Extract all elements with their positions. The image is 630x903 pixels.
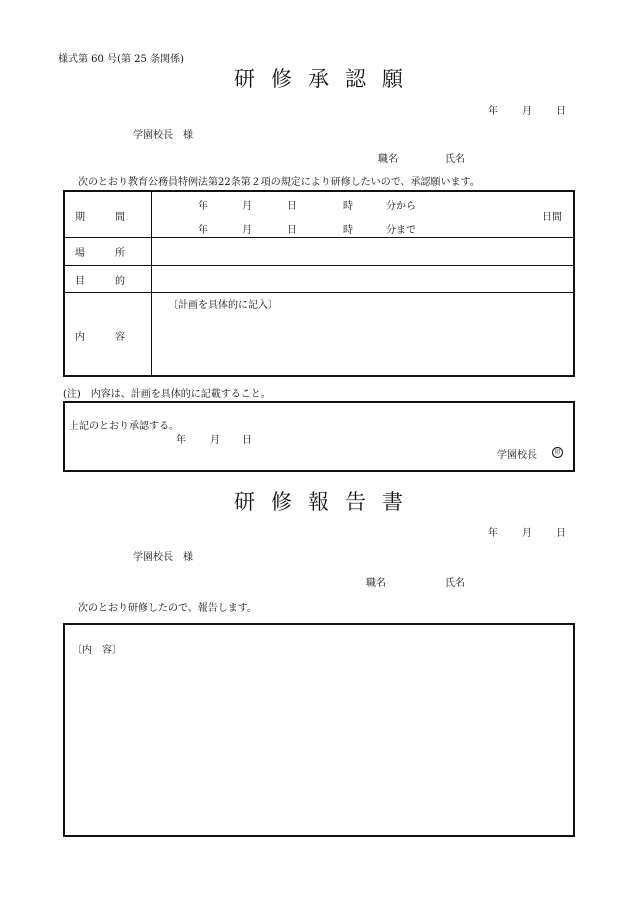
table-row-divider (65, 237, 573, 238)
decision-day: 日 (242, 435, 252, 446)
report-addressee: 学園校長 様 (133, 552, 193, 563)
approval-name-label: 氏名 (445, 154, 465, 165)
period-from-hour: 時 (343, 201, 353, 212)
decision-month: 月 (210, 435, 220, 446)
report-date-day: 日 (556, 528, 566, 539)
decision-text: 上記のとおり承認する。 (69, 421, 179, 432)
period-to-month: 月 (242, 225, 252, 236)
period-days-label: 日間 (542, 212, 562, 223)
report-name-label: 氏名 (445, 578, 465, 589)
report-date-month: 月 (522, 528, 532, 539)
report-content-label: 〔内 容〕 (72, 645, 122, 656)
period-from-minute: 分から (386, 201, 416, 212)
place-label: 場 所 (75, 248, 125, 259)
report-content-box (63, 623, 575, 837)
approval-date-month: 月 (522, 106, 532, 117)
decision-year: 年 (176, 435, 186, 446)
decision-signer: 学園校長 (497, 450, 537, 461)
report-title: 研修報告書 (234, 490, 419, 514)
period-to-minute: 分まで (386, 225, 416, 236)
content-hint: 〔計画を具体的に記入〕 (168, 300, 278, 311)
content-label: 内 容 (75, 332, 125, 343)
report-date-year: 年 (488, 528, 498, 539)
form-number-label: 様式第 60 号(第 25 条関係) (58, 54, 184, 65)
decision-box (63, 401, 575, 472)
seal-icon: 印 (552, 447, 563, 458)
period-from-year: 年 (198, 201, 208, 212)
approval-date-day: 日 (556, 106, 566, 117)
purpose-label: 目 的 (75, 276, 125, 287)
approval-job-title-label: 職名 (378, 154, 398, 165)
period-to-hour: 時 (343, 225, 353, 236)
approval-statement: 次のとおり教育公務員特例法第22条第２項の規定により研修したいので、承認願います。 (78, 177, 480, 188)
table-row-divider (65, 265, 573, 266)
table-column-divider (151, 192, 152, 375)
approval-addressee: 学園校長 様 (133, 130, 193, 141)
report-statement: 次のとおり研修したので、報告します。 (78, 603, 257, 614)
seal-mark (552, 446, 563, 458)
approval-note: (注) 内容は、計画を具体的に記載すること。 (63, 389, 271, 400)
approval-title: 研修承認願 (234, 67, 419, 91)
period-from-day: 日 (287, 201, 297, 212)
table-row-divider (65, 292, 573, 293)
period-label: 期 間 (75, 212, 125, 223)
report-job-title-label: 職名 (366, 578, 386, 589)
period-to-year: 年 (198, 225, 208, 236)
period-from-month: 月 (242, 201, 252, 212)
period-to-day: 日 (287, 225, 297, 236)
approval-date-year: 年 (488, 106, 498, 117)
request-table (63, 190, 575, 377)
